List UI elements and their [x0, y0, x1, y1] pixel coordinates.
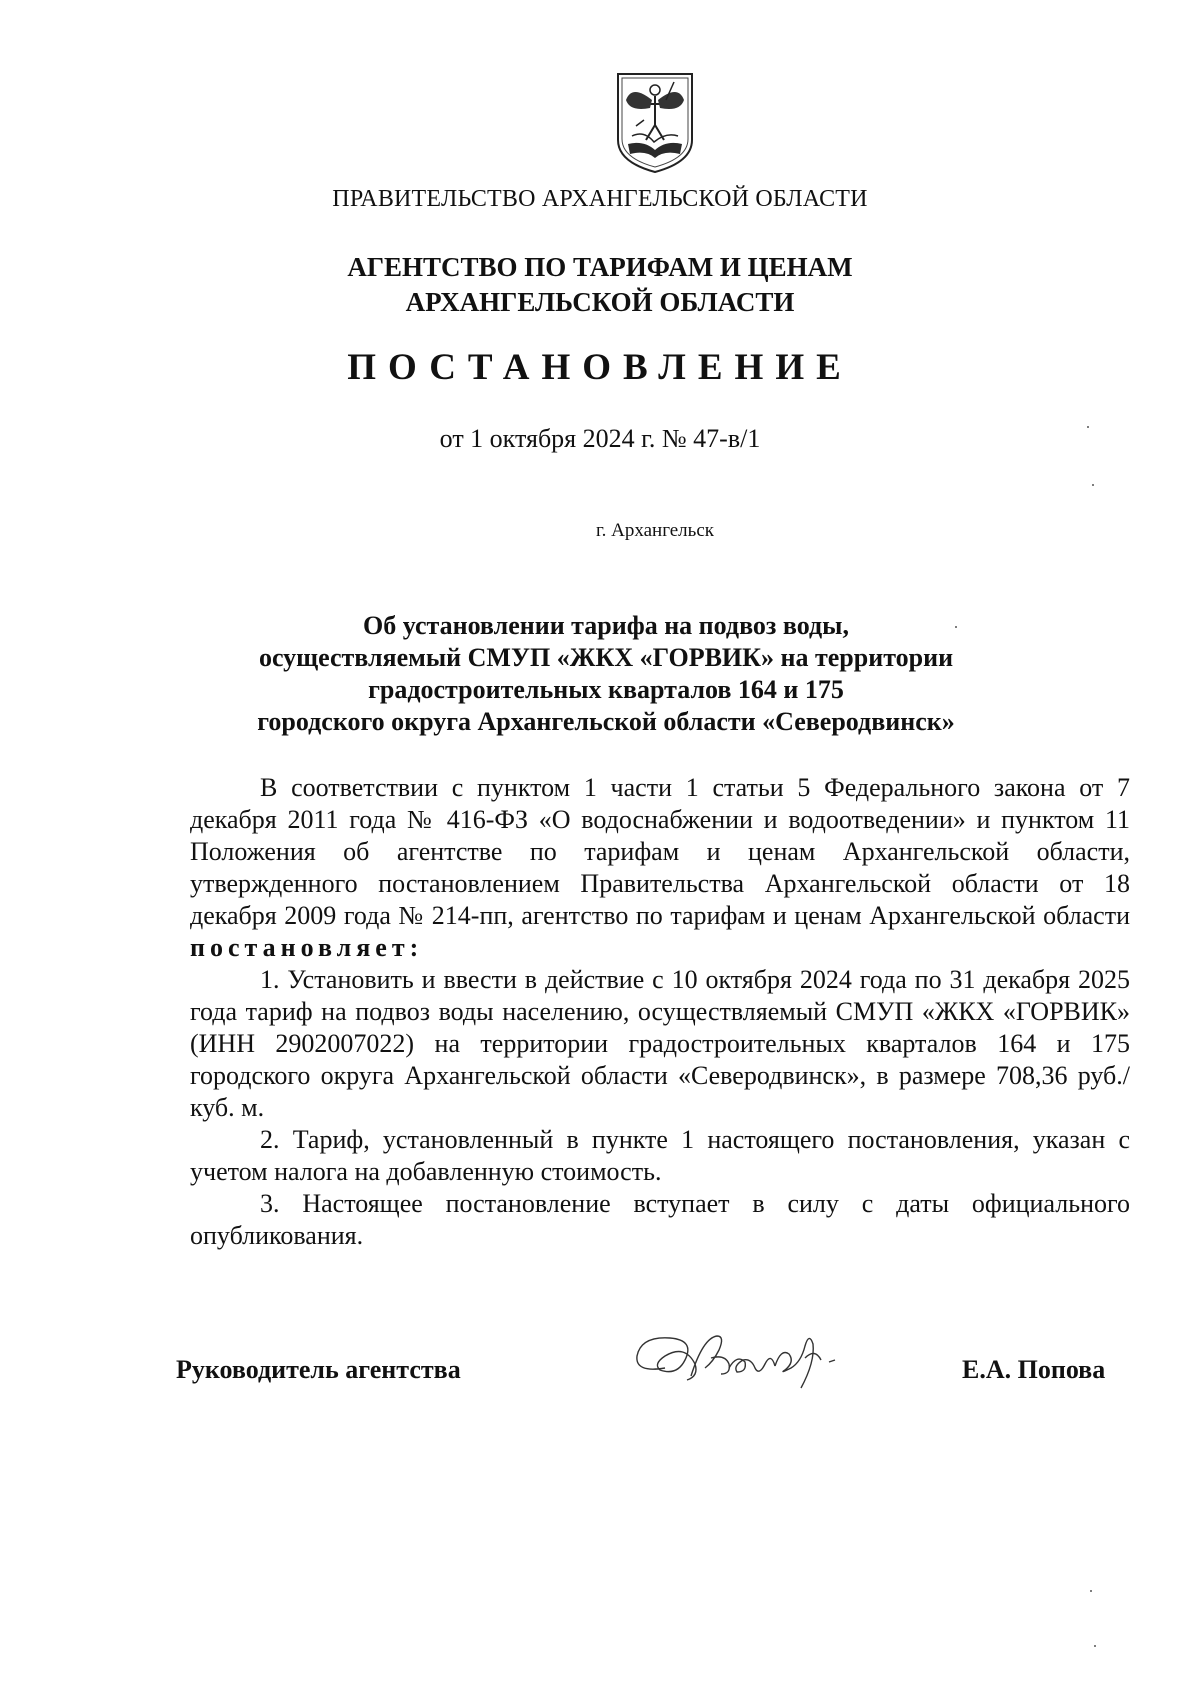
item-3: 3. Настоящее постановление вступает в силу с даты официального опубликования. [190, 1189, 1130, 1250]
document-type: ПОСТАНОВЛЕНИЕ [347, 347, 853, 388]
document-body [190, 772, 1130, 1252]
title-line1: Об установлении тарифа на подвоз воды, [363, 611, 849, 640]
coat-of-arms-icon [614, 70, 696, 174]
signatory-name: Е.А. Попова [962, 1355, 1106, 1384]
preamble-paragraph [190, 772, 1130, 964]
preamble-text: В соответствии с пунктом 1 части 1 статьи 5 Федерального закона от 7 декабря 2011 года № 416-ФЗ «О водоснабжении и водоотведении» и пунктом 11 Положения об агентстве по тарифам и ценам Архангельской области, утвержденного постановлением Правительства Архангельской области от 18 декабря 2009 года № 214-пп, агентство по тарифам и ценам Архангельской области [190, 773, 1130, 930]
scan-speck [1092, 484, 1094, 486]
document-date-number: от 1 октября 2024 г. № 47-в/1 [439, 424, 761, 453]
scan-speck [1090, 1590, 1092, 1592]
title-line3: градостроительных кварталов 164 и 175 [368, 675, 844, 704]
government-name: ПРАВИТЕЛЬСТВО АРХАНГЕЛЬСКОЙ ОБЛАСТИ [332, 186, 868, 212]
scan-speck [1094, 1645, 1096, 1647]
agency-name-line1: АГЕНТСТВО ПО ТАРИФАМ И ЦЕНАМ [347, 252, 853, 282]
item-1: 1. Установить и ввести в действие с 10 октября 2024 года по 31 декабря 2025 года тариф на подвоз воды населению, осуществляемый СМУП «ЖКХ «ГОРВИК» (ИНН 2902007022) на территории градостроительных кварталов 164 и 175 городского округа Архангельской области «Северодвинск», в размере 708,36 руб./куб. м. [190, 965, 1130, 1122]
handwritten-signature-icon [625, 1318, 860, 1398]
agency-name [0, 250, 1200, 320]
document-city: г. Архангельск [595, 520, 714, 541]
decree-word: постановляет: [190, 933, 424, 962]
document-title [6, 610, 1200, 738]
title-line4: городского округа Архангельской области «Северодвинск» [257, 707, 955, 736]
scan-speck [955, 626, 957, 628]
scan-speck [1087, 426, 1089, 428]
item-2: 2. Тариф, установленный в пункте 1 настоящего постановления, указан с учетом налога на добавленную стоимость. [190, 1125, 1130, 1186]
agency-name-line2: АРХАНГЕЛЬСКОЙ ОБЛАСТИ [405, 287, 795, 317]
signatory-role: Руководитель агентства [176, 1355, 461, 1384]
title-line2: осуществляемый СМУП «ЖКХ «ГОРВИК» на территории [258, 643, 954, 672]
